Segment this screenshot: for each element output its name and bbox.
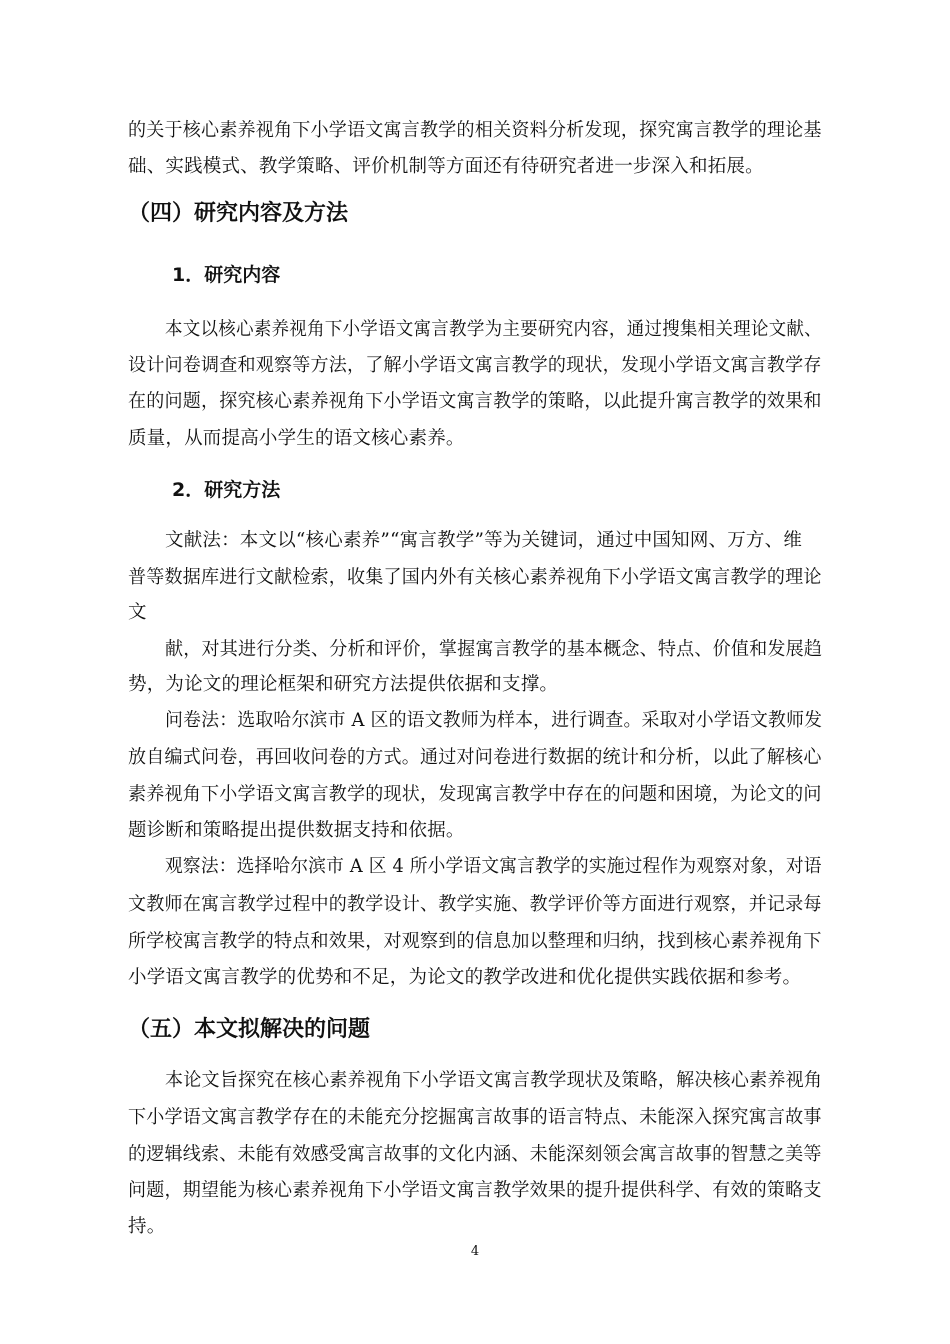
questionnaire-method-line-4: 题诊断和策略提出提供数据支持和依据。 <box>128 820 465 841</box>
problems-line-1: 本论文旨探究在核心素养视角下小学语文寓言教学现状及策略，解决核心素养视角 <box>165 1070 823 1091</box>
intro-line-2: 础、实践模式、教学策略、评价机制等方面还有待研究者进一步深入和拓展。 <box>128 156 764 177</box>
literature-method-line-2: 普等数据库进行文献检索，收集了国内外有关核心素养视角下小学语文寓言教学的理论 <box>128 567 822 588</box>
intro-line-1: 的关于核心素养视角下小学语文寓言教学的相关资料分析发现，探究寓言教学的理论基 <box>128 120 822 141</box>
questionnaire-method-line-3: 素养视角下小学语文寓言教学的现状，发现寓言教学中存在的问题和困境，为论文的问 <box>128 784 822 805</box>
observation-method-line-1: 观察法：选择哈尔滨市 A 区 4 所小学语文寓言教学的实施过程作为观察对象，对语 <box>165 856 822 877</box>
section-5-heading: （五）本文拟解决的问题 <box>128 1017 371 1042</box>
questionnaire-method-line-2: 放自编式问卷，再回收问卷的方式。通过对问卷进行数据的统计和分析，以此了解核心 <box>128 747 822 768</box>
literature-method-line-1: 文献法：本文以“核心素养”“寓言教学”等为关键词，通过中国知网、万方、维 <box>165 530 803 551</box>
section-4-heading: （四）研究内容及方法 <box>128 201 349 226</box>
observation-method-line-3: 所学校寓言教学的特点和效果，对观察到的信息加以整理和归纳，找到核心素养视角下 <box>128 931 822 952</box>
research-content-line-1: 本文以核心素养视角下小学语文寓言教学为主要研究内容，通过搜集相关理论文献、 <box>165 319 822 340</box>
research-content-line-2: 设计问卷调查和观察等方法，了解小学语文寓言教学的现状，发现小学语文寓言教学存 <box>128 355 822 376</box>
literature-method-line-3: 文 <box>128 602 147 623</box>
research-content-line-4: 质量，从而提高小学生的语文核心素养。 <box>128 428 465 449</box>
research-content-heading: 1．研究内容 <box>172 264 281 286</box>
questionnaire-method-line-1: 问卷法：选取哈尔滨市 A 区的语文教师为样本，进行调查。采取对小学语文教师发 <box>165 710 823 731</box>
problems-line-5: 持。 <box>128 1216 166 1237</box>
problems-line-2: 下小学语文寓言教学存在的未能充分挖掘寓言故事的语言特点、未能深入探究寓言故事 <box>128 1107 822 1128</box>
research-content-line-3: 在的问题，探究核心素养视角下小学语文寓言教学的策略，以此提升寓言教学的效果和 <box>128 391 822 412</box>
research-methods-heading: 2．研究方法 <box>172 479 281 501</box>
page-number: 4 <box>470 1244 480 1259</box>
observation-method-line-2: 文教师在寓言教学过程中的教学设计、教学实施、教学评价等方面进行观察，并记录每 <box>128 894 822 915</box>
literature-method-line-5: 势，为论文的理论框架和研究方法提供依据和支撑。 <box>128 674 559 695</box>
problems-line-4: 问题，期望能为核心素养视角下小学语文寓言教学效果的提升提供科学、有效的策略支 <box>128 1180 822 1201</box>
literature-method-line-4: 献，对其进行分类、分析和评价，掌握寓言教学的基本概念、特点、价值和发展趋 <box>165 639 823 660</box>
problems-line-3: 的逻辑线索、未能有效感受寓言故事的文化内涵、未能深刻领会寓言故事的智慧之美等 <box>128 1144 822 1165</box>
observation-method-line-4: 小学语文寓言教学的优势和不足，为论文的教学改进和优化提供实践依据和参考。 <box>128 967 802 988</box>
